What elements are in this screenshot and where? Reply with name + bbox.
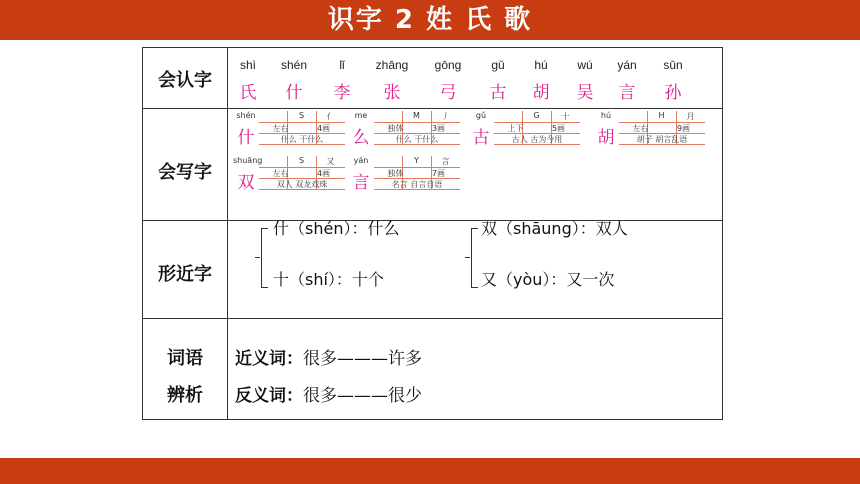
- recognize-char: 古: [489, 83, 507, 103]
- antonym-value: 很多———很少: [303, 386, 422, 406]
- write-card: [233, 156, 347, 200]
- write-card-grid: [374, 156, 460, 200]
- write-card-words: 什么 干什么: [280, 135, 324, 144]
- recognize-pinyin: hú: [534, 58, 548, 72]
- write-card: [348, 111, 462, 155]
- similar-right-1: 双（shāung）：双人: [481, 219, 628, 238]
- page-title: 识字 2 姓 氏 歌: [327, 5, 533, 35]
- recognize-char: 胡: [532, 83, 550, 103]
- write-card-radical: 十: [561, 112, 570, 121]
- synonym-label: 近义词：: [235, 349, 303, 369]
- write-card-pinyin: shén: [236, 111, 256, 120]
- recognize-pinyin: shén: [280, 58, 308, 72]
- write-card-char: 双: [237, 173, 255, 193]
- write-card-grid: [374, 111, 460, 155]
- write-card-radical: 又: [326, 157, 335, 166]
- recognize-char: 张: [383, 83, 401, 103]
- write-card-letter: S: [298, 156, 305, 165]
- recognize-pinyin: sūn: [663, 58, 683, 72]
- write-card-structure: 左右: [272, 124, 289, 133]
- antonym-label: 反义词：: [235, 386, 303, 406]
- write-card-strokes: 7画: [431, 169, 446, 178]
- write-card-grid: [259, 156, 345, 200]
- write-card-pinyin: gǔ: [475, 111, 487, 120]
- write-card-pinyin: shuāng: [233, 156, 263, 165]
- footer-bar: [0, 458, 860, 484]
- write-card: [233, 111, 347, 155]
- recognize-pinyin: lǐ: [339, 58, 345, 72]
- lesson-table: [142, 47, 723, 420]
- row-label-words-2: 辨析: [167, 385, 203, 406]
- write-card-char: 么: [352, 128, 370, 148]
- column-divider: [227, 48, 228, 419]
- write-card-radical: 月: [686, 112, 695, 121]
- write-card-grid: [259, 111, 345, 155]
- write-card-strokes: 4画: [316, 169, 331, 178]
- synonym-value: 很多———许多: [303, 349, 422, 369]
- write-card-structure: 左右: [272, 169, 289, 178]
- write-card-radical: 丿: [441, 112, 450, 121]
- write-card: [468, 111, 582, 155]
- write-card-strokes: 5画: [551, 124, 566, 133]
- write-card-pinyin: yán: [353, 156, 369, 165]
- write-card-letter: Y: [414, 156, 419, 165]
- recognize-char: 弓: [439, 83, 457, 103]
- write-card-strokes: 9画: [676, 124, 691, 133]
- write-card-letter: S: [298, 111, 305, 120]
- recognize-pinyin: gǔ: [491, 58, 505, 72]
- write-card-strokes: 4画: [316, 124, 331, 133]
- write-card-char: 什: [237, 128, 255, 148]
- recognize-pinyin: shì: [239, 58, 256, 72]
- synonym-line: [235, 344, 422, 369]
- recognize-pinyin: gōng: [434, 58, 462, 72]
- write-card-char: 古: [472, 128, 490, 148]
- write-card-words: 名言 自言自语: [391, 180, 443, 189]
- write-card-char: 言: [352, 173, 370, 193]
- write-card-radical: 言: [441, 157, 450, 166]
- write-card-words: 双人 双龙戏珠: [276, 180, 328, 189]
- row-label-recognize: 会认字: [158, 70, 212, 91]
- write-card: [593, 111, 707, 155]
- recognize-char: 什: [285, 83, 303, 103]
- recognize-char: 言: [618, 83, 636, 103]
- write-card: [348, 156, 462, 200]
- write-card-strokes: 3画: [431, 124, 446, 133]
- write-card-words: 古人 古为今用: [511, 135, 563, 144]
- right-brace: [471, 228, 478, 288]
- write-card-char: 胡: [597, 128, 615, 148]
- write-card-structure: 上下: [507, 124, 524, 133]
- recognize-pinyin: yán: [617, 58, 637, 72]
- row-divider: [143, 318, 722, 319]
- write-card-grid: [619, 111, 705, 155]
- write-card-words: 什么 干什么: [395, 135, 439, 144]
- write-card-pinyin: me: [354, 111, 368, 120]
- recognize-char: 孙: [664, 83, 682, 103]
- write-card-letter: G: [533, 111, 540, 120]
- write-card-words: 胡子 胡言乱语: [636, 135, 688, 144]
- recognize-pinyin: wú: [577, 58, 593, 72]
- row-divider: [143, 108, 722, 109]
- row-label-words-1: 词语: [167, 348, 203, 369]
- similar-left-2: 十（shí）：十个: [273, 270, 384, 289]
- write-card-radical: 亻: [326, 112, 335, 121]
- antonym-line: [235, 381, 422, 406]
- recognize-char: 李: [333, 83, 351, 103]
- right-brace-tick: [465, 257, 470, 258]
- recognize-char: 氏: [239, 83, 257, 103]
- write-card-structure: 独体: [387, 124, 404, 133]
- similar-right-2: 又（yòu）：又一次: [481, 270, 615, 289]
- write-card-letter: M: [413, 111, 420, 120]
- row-divider: [143, 220, 722, 221]
- write-card-structure: 独体: [387, 169, 404, 178]
- similar-left-1: 什（shén）：什么: [273, 219, 400, 238]
- write-card-grid: [494, 111, 580, 155]
- write-card-structure: 左右: [632, 124, 649, 133]
- write-card-letter: H: [658, 111, 665, 120]
- left-brace-tick: [255, 257, 260, 258]
- left-brace: [261, 228, 268, 288]
- write-card-pinyin: hú: [600, 111, 612, 120]
- row-label-write: 会写字: [158, 162, 212, 183]
- recognize-pinyin: zhāng: [375, 58, 409, 72]
- recognize-char: 吴: [576, 83, 594, 103]
- row-label-similar: 形近字: [158, 264, 212, 285]
